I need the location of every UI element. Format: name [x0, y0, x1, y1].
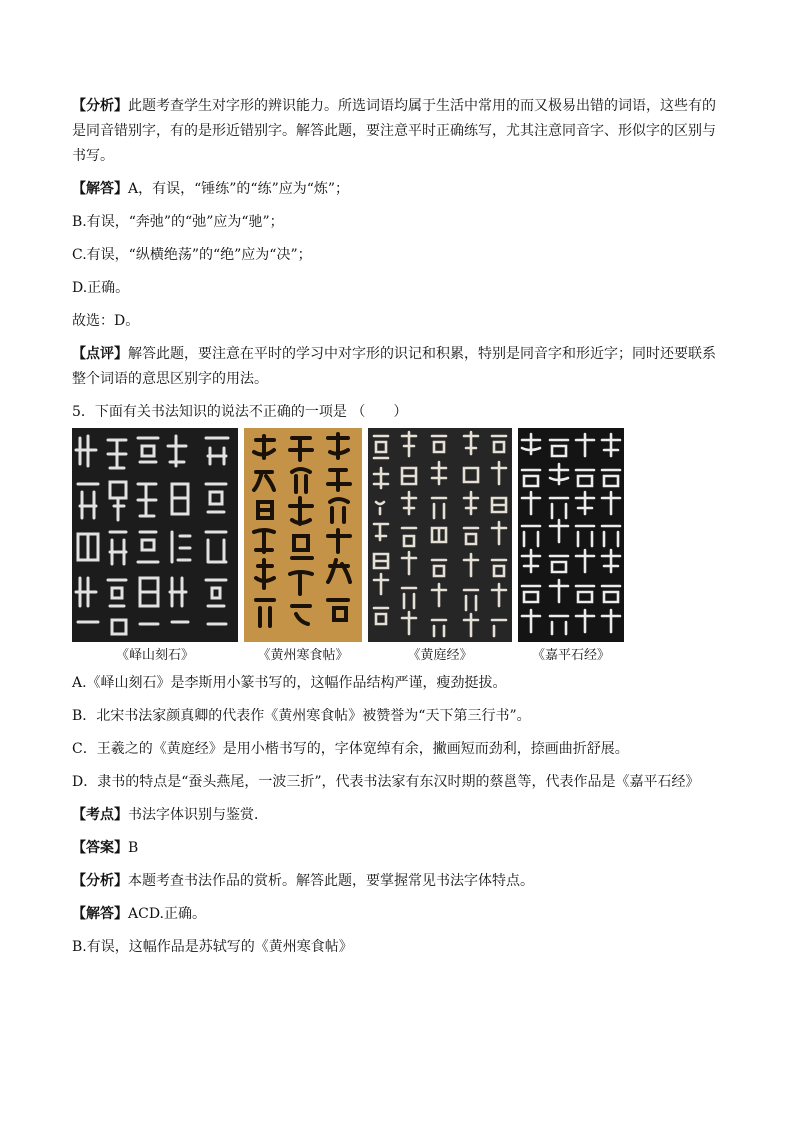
analysis-line-2: 是同音错别字，有的是形近错别字。解答此题，要注意平时正确练写，尤其注意同音字、形似字的区别与	[72, 123, 716, 139]
comment-line-2: 整个词语的意思区别字的用法。	[72, 371, 268, 387]
option-a: A.《峄山刻石》是李斯用小篆书写的，这幅作品结构严谨，瘦劲挺拔。	[72, 675, 507, 691]
jiaping-stone-rubbing	[518, 428, 624, 642]
document-page	[72, 96, 724, 970]
analysis-tag: 【分析】	[72, 98, 128, 114]
option-d: D．隶书的特点是“蚕头燕尾，一波三折”，代表书法家有东汉时期的蔡邕等，代表作品是《嘉平石经》	[72, 774, 700, 790]
q5-analysis-tag: 【分析】	[72, 873, 128, 889]
caption-jiaping: 《嘉平石经》	[531, 648, 610, 663]
figure-huangzhou	[244, 428, 362, 669]
answer-a: 【解答】A，有误，“锤练”的“练”应为“炼”；	[72, 181, 350, 197]
figure-jiaping	[518, 428, 624, 669]
option-c: C．王羲之的《黄庭经》是用小楷书写的，字体宽绰有余，撇画短而劲利，捺画曲折舒展。	[72, 741, 629, 757]
figure-huangting	[368, 428, 512, 669]
figure-yishan	[72, 428, 238, 669]
answer-b: B.有误，“奔弛”的“弛”应为“驰”；	[72, 214, 284, 230]
answer-d: D.正确。	[72, 280, 130, 296]
comment-line-1: 【点评】解答此题，要注意在平时的学习中对字形的识记和积累，特别是同音字和形近字；同时还要联系	[72, 346, 716, 362]
q5-answer-b: B.有误，这幅作品是苏轼写的《黄州寒食帖》	[72, 939, 353, 955]
answer-key: 【答案】B	[72, 840, 139, 856]
caption-yishan: 《峄山刻石》	[115, 648, 194, 663]
q5-answer-acd: 【解答】ACD.正确。	[72, 906, 206, 922]
caption-huangzhou: 《黄州寒食帖》	[257, 648, 349, 663]
caption-huangting: 《黄庭经》	[407, 648, 473, 663]
analysis-line-3: 书写。	[72, 148, 114, 164]
answer-c: C.有误，“纵横绝荡”的“绝”应为“决”；	[72, 247, 312, 263]
key-tag: 【答案】	[72, 840, 128, 856]
option-b: B．北宋书法家颜真卿的代表作《黄州寒食帖》被赞誉为“天下第三行书”。	[72, 708, 531, 724]
calligraphy-images	[72, 428, 724, 669]
q5-analysis: 【分析】本题考查书法作品的赏析。解答此题，要掌握常见书法字体特点。	[72, 873, 534, 889]
point-tag: 【考点】	[72, 807, 128, 823]
knowledge-point: 【考点】书法字体识别与鉴赏．	[72, 807, 268, 823]
huangting-rubbing	[368, 428, 512, 642]
yishan-stone-rubbing	[72, 428, 238, 642]
answer-tag: 【解答】	[72, 181, 128, 197]
comment-tag: 【点评】	[72, 346, 128, 362]
analysis-line-1: 【分析】此题考查学生对字形的辨识能力。所选词语均属于生活中常用的而又极易出错的词语，这些有的	[72, 98, 716, 114]
q5-answer-tag: 【解答】	[72, 906, 128, 922]
choice-line: 故选：D。	[72, 313, 140, 329]
question-stem: 5．下面有关书法知识的说法不正确的一项是 （ ）	[72, 404, 408, 420]
huangzhou-paper-scroll	[244, 428, 362, 642]
